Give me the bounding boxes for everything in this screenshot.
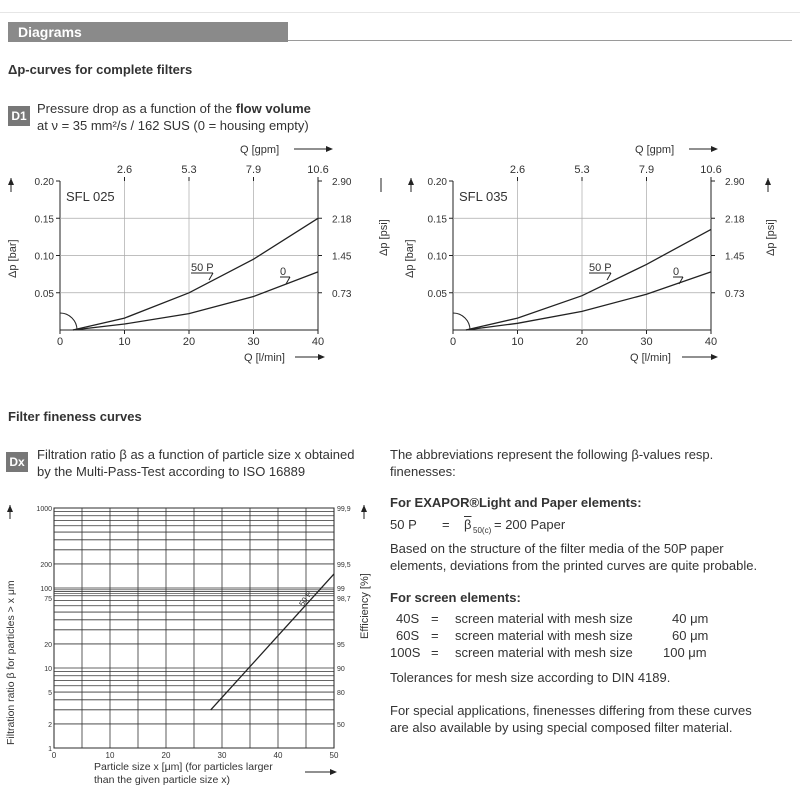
y-axis-arrowhead	[408, 178, 414, 185]
y-right-tick-label: 99,9	[337, 506, 351, 513]
y-right-tick-label: 99,5	[337, 561, 351, 569]
y-axis-label: Δp [bar]	[7, 239, 19, 278]
fifty-p-definition	[390, 516, 690, 533]
screen-row-desc: screen material with mesh size	[455, 628, 633, 643]
x-tick-label: 0	[56, 336, 64, 348]
y-right-axis-arrowhead	[765, 178, 771, 185]
x-tick-label: 20	[161, 751, 171, 760]
y-axis-arrowhead	[7, 505, 13, 512]
origin-arc	[453, 313, 470, 330]
d1-caption: Pressure drop as a function of the flow volume at ν = 35 mm²/s / 162 SUS (0 = housing empty)	[37, 101, 311, 133]
y-tick-label: 200	[40, 561, 52, 569]
x-tick-label: 0	[449, 336, 457, 348]
chart-title: SFL 035	[459, 189, 508, 204]
y-tick-label: 0.20	[427, 177, 447, 188]
y-right-axis-arrowhead	[361, 505, 367, 512]
tolerance-note: Tolerances for mesh size according to DIN 4189.	[390, 670, 671, 685]
y-right-tick-label: 1.45	[725, 251, 745, 263]
fineness-chart	[0, 495, 385, 795]
y-right-axis-label: Efficiency [%]	[359, 573, 371, 639]
dp-chart-sfl035	[393, 138, 788, 370]
screen-row-eq: =	[431, 611, 439, 626]
dx-caption: Filtration ratio β as a function of particle size x obtained by the Multi-Pass-Test according to ISO 16889	[37, 447, 355, 479]
beta-value: = 200 Paper	[494, 517, 566, 532]
beta-symbol: $\overline{\beta}$	[464, 517, 472, 532]
chart-title: SFL 025	[66, 189, 115, 204]
y-right-tick-label: 2.18	[725, 214, 745, 226]
x-tick-label: 0	[51, 751, 57, 760]
x-axis-label: Q [l/min]	[244, 352, 285, 364]
y-right-axis-label: Δp [psi]	[765, 219, 777, 256]
screen-row-desc: screen material with mesh size	[455, 645, 633, 660]
x-tick-label: 30	[640, 336, 653, 348]
series-label-leader	[607, 273, 611, 280]
x-top-tick-label: 5.3	[574, 164, 590, 176]
y-tick-label: 100	[40, 586, 52, 593]
x-tick-label: 40	[273, 751, 283, 760]
y-right-tick-label: 2.18	[332, 214, 352, 226]
x-tick-label: 10	[105, 751, 115, 760]
screen-heading: For screen elements:	[390, 590, 521, 605]
x-top-axis-arrowhead	[326, 146, 333, 152]
series-label-leader	[209, 273, 213, 280]
section-divider	[288, 40, 792, 41]
screen-row-eq: =	[431, 628, 439, 643]
y-right-tick-label: 0.73	[725, 288, 745, 300]
x-tick-label: 20	[575, 336, 589, 348]
y-tick-label: 1	[48, 746, 52, 753]
y-tick-label: 0.20	[34, 177, 54, 188]
beta-subscript: 50(c)	[473, 526, 492, 535]
origin-arc	[60, 313, 77, 330]
fifty-p-equals: =	[442, 517, 450, 532]
y-tick-label: 0.10	[34, 251, 54, 263]
y-tick-label: 75	[44, 595, 52, 603]
exapor-heading: For EXAPOR®Light and Paper elements:	[390, 495, 642, 510]
y-tick-label: 20	[44, 641, 52, 649]
d1-badge: D1	[8, 106, 30, 126]
y-tick-label: 0.05	[34, 288, 54, 300]
x-axis-label-line2: than the given particle size x)	[94, 774, 230, 786]
x-axis-label: Q [l/min]	[630, 352, 671, 364]
y-right-tick-label: 80	[337, 690, 345, 698]
y-right-axis-label: Δp [psi]	[378, 219, 390, 256]
y-right-tick-label: 1.45	[332, 251, 352, 263]
series-label: 0	[280, 266, 287, 278]
y-tick-label: 0.15	[427, 214, 447, 226]
x-tick-label: 10	[118, 336, 131, 348]
x-top-tick-label: 10.6	[700, 164, 722, 176]
x-tick-label: 20	[182, 336, 196, 348]
dx-badge: Dx	[6, 452, 28, 472]
y-axis-label: Δp [bar]	[404, 239, 416, 278]
dp-curves-heading: Δp-curves for complete filters	[8, 62, 193, 77]
y-right-tick-label: 95	[337, 641, 345, 649]
x-top-tick-label: 2.6	[116, 164, 133, 176]
section-title: Diagrams	[8, 22, 288, 42]
y-axis-label: Filtration ratio β for particles > x μm	[5, 580, 17, 745]
y-tick-label: 1000	[36, 506, 52, 513]
dp-chart-sfl025	[0, 138, 390, 370]
screen-row-size: 60 μm	[672, 628, 709, 643]
top-rule	[0, 12, 800, 13]
y-right-tick-label: 90	[337, 666, 345, 673]
y-tick-label: 0.05	[427, 288, 447, 300]
x-top-axis-label: Q [gpm]	[240, 144, 280, 156]
series-label: 50 P	[297, 589, 314, 609]
x-axis-arrowhead	[330, 769, 337, 775]
screen-row-code: 100S	[390, 645, 421, 660]
series-line	[211, 574, 334, 710]
screen-row-size: 100 μm	[663, 645, 707, 660]
y-right-tick-label: 2.90	[332, 177, 352, 188]
x-tick-label: 40	[704, 336, 718, 348]
y-tick-label: 5	[48, 690, 52, 698]
screen-row-code: 60S	[396, 628, 420, 643]
screen-row-size: 40 μm	[672, 611, 709, 626]
y-tick-label: 2	[48, 721, 52, 729]
series-label: 50 P	[191, 262, 214, 274]
y-right-tick-label: 50	[337, 721, 345, 729]
series-label: 50 P	[589, 262, 612, 274]
screen-row-desc: screen material with mesh size	[455, 611, 633, 626]
y-right-tick-label: 98,7	[337, 595, 351, 603]
screen-row-code: 40S	[396, 611, 420, 626]
x-axis-arrowhead	[318, 354, 325, 360]
x-axis-label-line1: Particle size x [μm] (for particles larger	[94, 761, 273, 773]
x-tick-label: 30	[217, 751, 227, 760]
x-top-tick-label: 2.6	[509, 164, 526, 176]
x-top-tick-label: 5.3	[181, 164, 197, 176]
y-right-tick-label: 99	[337, 586, 345, 593]
x-tick-label: 30	[247, 336, 260, 348]
x-top-axis-label: Q [gpm]	[635, 144, 675, 156]
y-right-tick-label: 2.90	[725, 177, 745, 188]
abbrev-intro: The abbreviations represent the following β-values resp. finenesses:	[390, 447, 714, 479]
y-tick-label: 0.10	[427, 251, 447, 263]
x-tick-label: 50	[329, 751, 339, 760]
series-label: 0	[673, 266, 680, 278]
x-top-tick-label: 10.6	[307, 164, 329, 176]
x-axis-arrowhead	[711, 354, 718, 360]
x-top-axis-arrowhead	[711, 146, 718, 152]
special-note: For special applications, finenesses differing from these curves are also available by using special composed filter material.	[390, 703, 752, 735]
x-tick-label: 40	[311, 336, 325, 348]
y-tick-label: 0.15	[34, 214, 54, 226]
screen-row-eq: =	[431, 645, 439, 660]
x-tick-label: 10	[511, 336, 524, 348]
y-right-tick-label: 0.73	[332, 288, 352, 300]
x-top-tick-label: 7.9	[245, 164, 262, 176]
series-line	[466, 229, 711, 330]
x-top-tick-label: 7.9	[638, 164, 655, 176]
y-tick-label: 10	[44, 666, 52, 673]
y-axis-arrowhead	[8, 178, 14, 185]
fineness-heading: Filter fineness curves	[8, 409, 142, 424]
fifty-p-code: 50 P	[390, 517, 417, 532]
structure-note: Based on the structure of the filter media of the 50P paper elements, deviations from the printed curves are quite probable.	[390, 541, 758, 573]
